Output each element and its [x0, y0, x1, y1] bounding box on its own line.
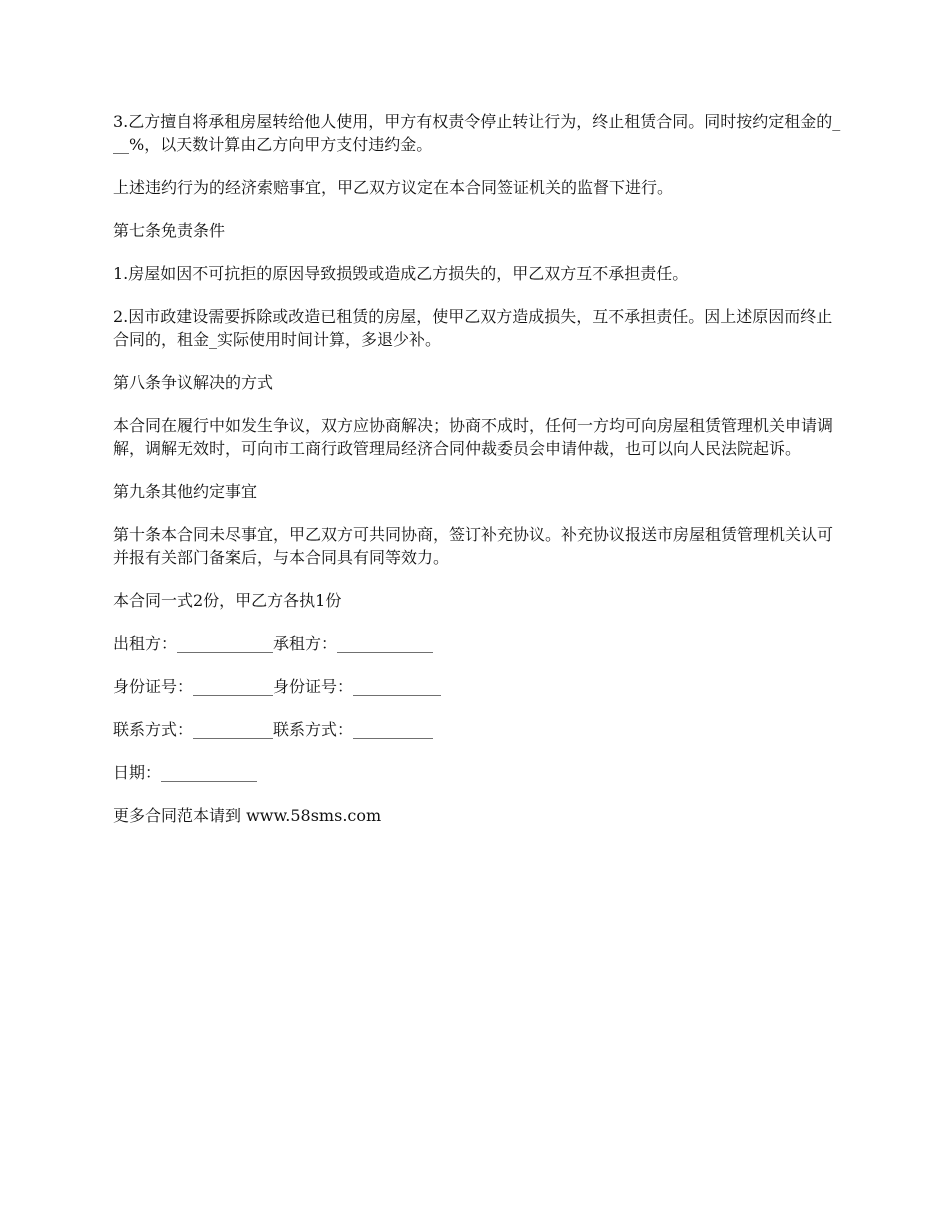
clause-dispute-resolution: 本合同在履行中如发生争议，双方应协商解决；协商不成时，任何一方均可向房屋租赁管理机关申请调解，调解无效时，可向市工商行政管理局经济合同仲裁委员会申请仲裁，也可以向人民法院起诉。 [113, 416, 834, 458]
article-8-heading: 第八条争议解决的方式 [113, 373, 274, 392]
lessor-lessee-line: 出租方：____________承租方：____________ [113, 634, 434, 653]
article-7-heading: 第七条免责条件 [113, 221, 226, 240]
document-page [113, 110, 843, 847]
clause-demolition: 2.因市政建设需要拆除或改造已租赁的房屋，使甲乙双方造成损失，互不承担责任。因上述原因而终止合同的，租金_实际使用时间计算，多退少补。 [113, 307, 833, 349]
article-10-supplement: 第十条本合同未尽事宜，甲乙双方可共同协商，签订补充协议。补充协议报送市房屋租赁管理机关认可并报有关部门备案后，与本合同具有同等效力。 [113, 525, 834, 567]
id-number-line: 身份证号：__________身份证号：___________ [113, 677, 442, 696]
article-9-heading: 第九条其他约定事宜 [113, 482, 258, 501]
contact-line: 联系方式：__________联系方式：__________ [113, 720, 434, 739]
clause-sublet-penalty: 3.乙方擅自将承租房屋转给他人使用，甲方有权责令停止转让行为，终止租赁合同。同时按约定租金的___%，以天数计算由乙方向甲方支付违约金。 [113, 112, 841, 154]
copies-statement: 本合同一式2份，甲乙方各执1份 [113, 591, 342, 610]
date-line: 日期：____________ [113, 763, 258, 782]
clause-force-majeure: 1.房屋如因不可抗拒的原因导致损毁或造成乙方损失的，甲乙双方互不承担责任。 [113, 264, 689, 283]
footer-more-templates: 更多合同范本请到 www.58sms.com [113, 806, 382, 825]
clause-claims-supervision: 上述违约行为的经济索赔事宜，甲乙双方议定在本合同签证机关的监督下进行。 [113, 178, 674, 197]
